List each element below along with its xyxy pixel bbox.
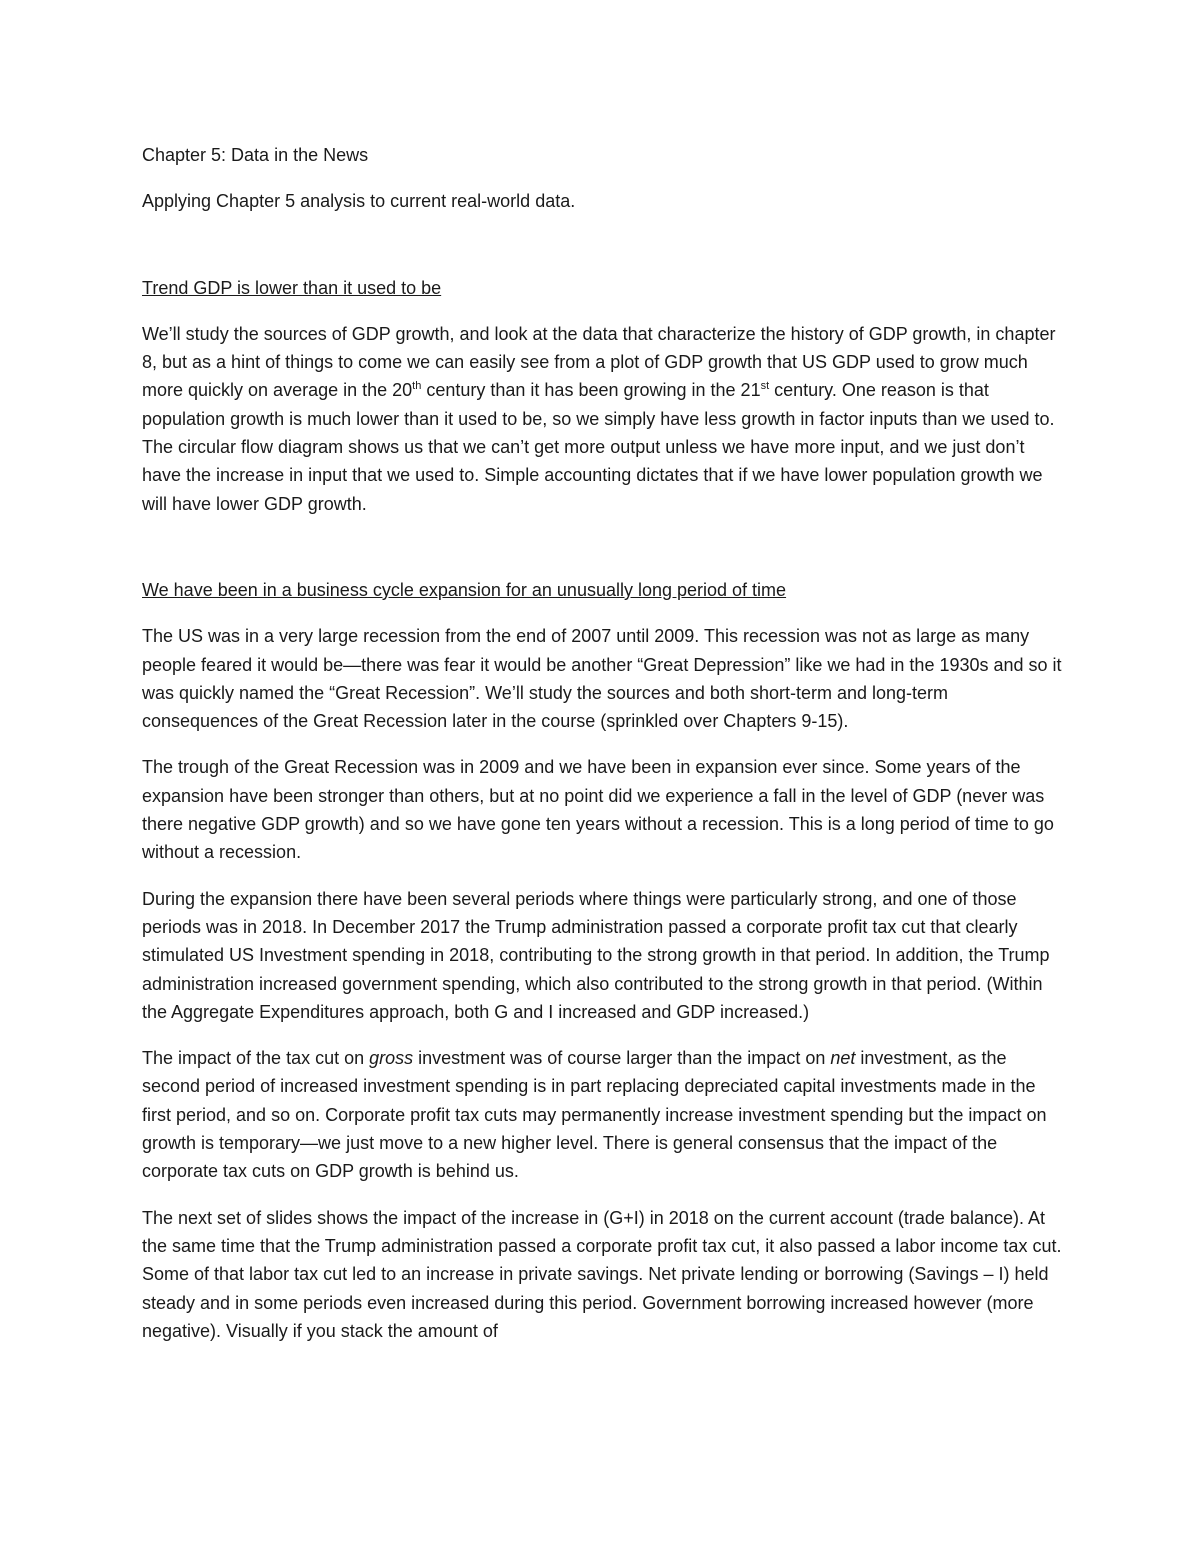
italic-term-net: net [830, 1048, 856, 1069]
document-page [142, 141, 1062, 1363]
paragraph-trough: The trough of the Great Recession was in 2009 and we have been in expansion ever since. Some years of the expansion have been stronger than others, but at no point did we experience a fall in the level of GDP (never was there negative GDP growth) and so we have gone ten years without a recession. This is a long period of time to go without a recession. [142, 757, 1054, 863]
paragraph-current-account: The next set of slides shows the impact of the increase in (G+I) in 2018 on the current account (trade balance). At the same time that the Trump administration passed a corporate profit tax cut, it also passed a labor income tax cut. Some of that labor tax cut led to an increase in private savings. Net private lending or borrowing (Savings – I) held steady and in some periods even increased during this period. Government borrowing increased however (more negative). Visually if you stack the amount of [142, 1207, 1062, 1341]
italic-term-gross: gross [369, 1048, 414, 1069]
document-title: Chapter 5: Data in the News [142, 145, 369, 165]
paragraph-text: investment was of course larger than the impact on [413, 1048, 831, 1069]
paragraph-text: The impact of the tax cut on [142, 1048, 370, 1069]
paragraph-text: century than it has been growing in the 21 [421, 380, 761, 401]
paragraph-gross-net-investment [142, 1044, 1062, 1185]
paragraph-text: We’ll study the sources of GDP growth, and look at the data that characterize the history of GDP growth, in chapter 8, but as a hint of things to come we can easily see from a plot of GDP growth that US GDP used to grow much more quickly on average in the 20 [142, 323, 1056, 401]
paragraph-great-recession: The US was in a very large recession from the end of 2007 until 2009. This recession was not as large as many people feared it would be—there was fear it would be another “Great Depression” like we had in the 1930s and so it was quickly named the “Great Recession”. We’ll study the sources and both short-term and long-term consequences of the Great Recession later in the course (sprinkled over Chapters 9-15). [142, 626, 1062, 732]
document-subtitle: Applying Chapter 5 analysis to current real-world data. [142, 191, 576, 212]
paragraph-text: century. One reason is that population growth is much lower than it used to be, so we simply have less growth in factor inputs than we used to. The circular flow diagram shows us that we can’t get more output unless we have more input, and we just don’t have the increase in input that we used to. Simple accounting dictates that if we have lower population growth we will have lower GDP growth. [142, 380, 1055, 514]
section-heading-trend-gdp: Trend GDP is lower than it used to be [142, 277, 442, 298]
section-heading-business-cycle: We have been in a business cycle expansion for an unusually long period of time [142, 579, 787, 600]
paragraph-trend-gdp [142, 320, 1062, 518]
superscript: th [412, 380, 422, 393]
paragraph-expansion-2018: During the expansion there have been several periods where things were particularly strong, and one of those periods was in 2018. In December 2017 the Trump administration passed a corporate profit tax cut that clearly stimulated US Investment spending in 2018, contributing to the strong growth in that period. In addition, the Trump administration increased government spending, which also contributed to the strong growth in that period. (Within the Aggregate Expenditures approach, both G and I increased and GDP increased.) [142, 888, 1050, 1022]
superscript: st [760, 380, 770, 393]
paragraph-text: investment, as the second period of increased investment spending is in part replacing depreciated capital investments made in the first period, and so on. Corporate profit tax cuts may permanently increase investment spending but the impact on growth is temporary—we just move to a new higher level. There is general consensus that the impact of the corporate tax cuts on GDP growth is behind us. [142, 1048, 1047, 1182]
